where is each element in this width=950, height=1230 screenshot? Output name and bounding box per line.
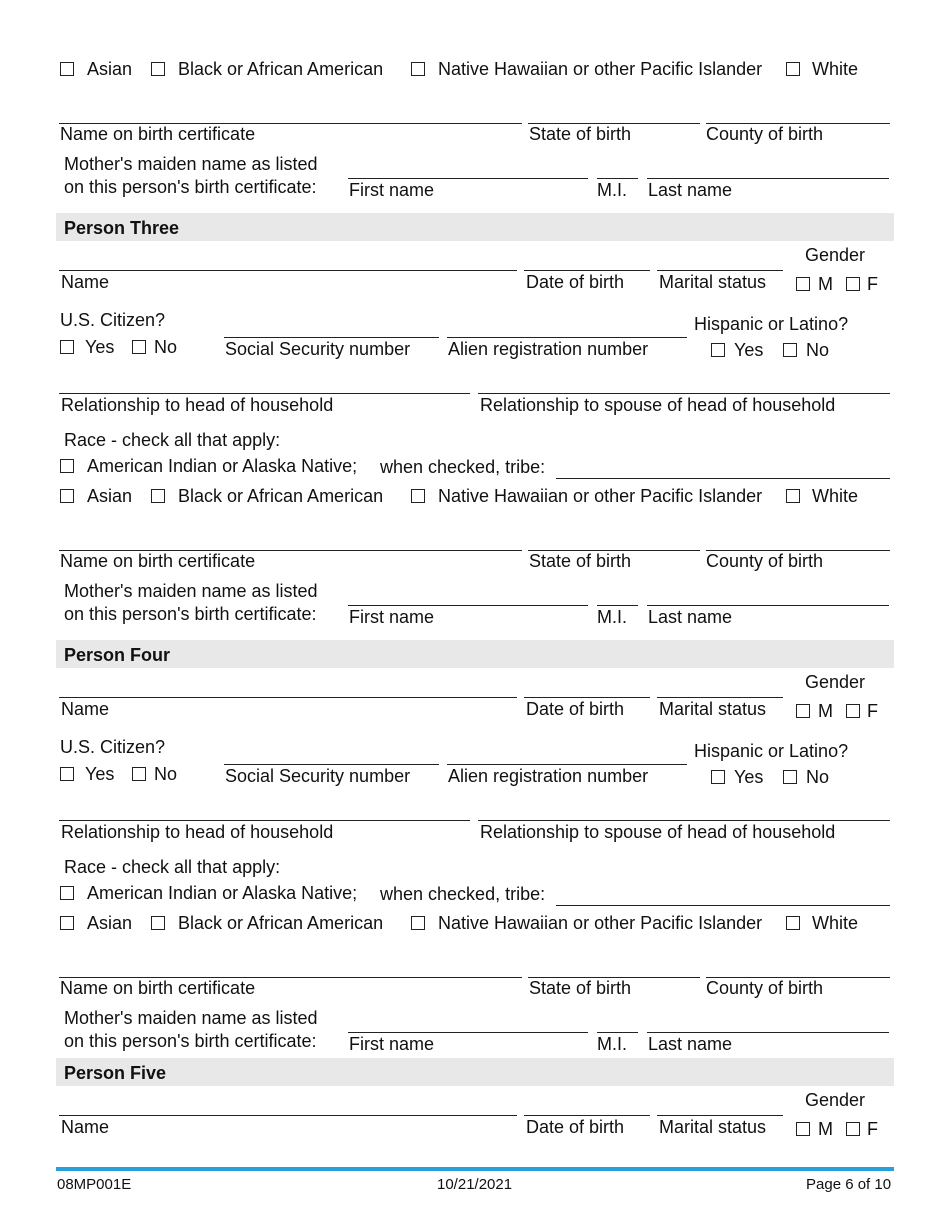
section-title: Person Five [64,1063,167,1083]
section-title: Person Four [64,645,171,665]
label-last-name: Last name [648,607,733,627]
label-mother-line1: Mother's maiden name as listed [64,581,318,601]
rel-spouse-field[interactable] [478,820,890,821]
label-name: Name [61,699,110,719]
rel-spouse-field[interactable] [478,393,890,394]
label-yes: Yes [734,340,764,360]
checkbox-hispanic-yes[interactable] [711,770,725,784]
label-rel-spouse: Relationship to spouse of head of household [480,395,836,415]
section-header-person-three [56,213,894,241]
label-ssn: Social Security number [225,339,411,359]
label-rel-head: Relationship to head of household [61,395,334,415]
label-mother-line2: on this person's birth certificate: [64,177,317,197]
label-mi: M.I. [597,607,627,627]
checkbox-hawaiian[interactable] [411,62,425,76]
label-citizen: U.S. Citizen? [60,310,166,330]
checkbox-gender-f[interactable] [846,1122,860,1136]
checkbox-asian[interactable] [60,62,74,76]
dob-field[interactable] [524,270,650,271]
label-last-name: Last name [648,180,733,200]
label-mi: M.I. [597,180,627,200]
label-state-birth: State of birth [529,124,632,144]
label-name-birth-cert: Name on birth certificate [60,978,256,998]
label-hispanic: Hispanic or Latino? [694,741,849,761]
footer-divider [56,1167,894,1171]
label-race: Race - check all that apply: [64,857,281,877]
mother-last-name-field[interactable] [647,178,889,179]
label-dob: Date of birth [526,699,625,719]
marital-status-field[interactable] [657,697,783,698]
label-county-birth: County of birth [706,551,824,571]
checkbox-gender-m[interactable] [796,704,810,718]
rel-head-field[interactable] [59,393,470,394]
checkbox-citizen-no[interactable] [132,340,146,354]
label-asian: Asian [87,486,133,506]
checkbox-black[interactable] [151,489,165,503]
checkbox-hispanic-no[interactable] [783,343,797,357]
mother-mi-field[interactable] [597,178,638,179]
label-asian: Asian [87,59,133,79]
label-f: F [867,1119,878,1139]
label-gender: Gender [805,245,866,265]
ssn-field[interactable] [224,337,439,338]
label-m: M [818,1119,833,1139]
label-state-birth: State of birth [529,551,632,571]
mother-last-name-field[interactable] [647,1032,889,1033]
label-no: No [806,340,830,360]
label-last-name: Last name [648,1034,733,1054]
label-no: No [806,767,830,787]
checkbox-hawaiian[interactable] [411,916,425,930]
mother-first-name-field[interactable] [348,605,588,606]
label-f: F [867,274,878,294]
label-f: F [867,701,878,721]
alien-reg-field[interactable] [447,337,687,338]
label-black: Black or African American [178,59,384,79]
label-asian: Asian [87,913,133,933]
mother-mi-field[interactable] [597,605,638,606]
checkbox-citizen-yes[interactable] [60,340,74,354]
label-black: Black or African American [178,486,384,506]
label-mother-line1: Mother's maiden name as listed [64,154,318,174]
label-ssn: Social Security number [225,766,411,786]
checkbox-gender-f[interactable] [846,704,860,718]
label-county-birth: County of birth [706,978,824,998]
label-county-birth: County of birth [706,124,824,144]
label-mother-line2: on this person's birth certificate: [64,1031,317,1051]
label-dob: Date of birth [526,1117,625,1137]
label-first-name: First name [349,1034,435,1054]
label-dob: Date of birth [526,272,625,292]
label-name-birth-cert: Name on birth certificate [60,551,256,571]
checkbox-hispanic-yes[interactable] [711,343,725,357]
label-rel-spouse: Relationship to spouse of head of household [480,822,836,842]
mother-last-name-field[interactable] [647,605,889,606]
checkbox-ai-an[interactable] [60,886,74,900]
footer-page-number: Page 6 of 10 [806,1176,892,1193]
label-name-birth-cert: Name on birth certificate [60,124,256,144]
checkbox-citizen-yes[interactable] [60,767,74,781]
checkbox-hispanic-no[interactable] [783,770,797,784]
dob-field[interactable] [524,697,650,698]
label-name: Name [61,1117,110,1137]
checkbox-white[interactable] [786,489,800,503]
marital-status-field[interactable] [657,1115,783,1116]
label-mi: M.I. [597,1034,627,1054]
checkbox-ai-an[interactable] [60,459,74,473]
alien-reg-field[interactable] [447,764,687,765]
section-header-person-four [56,640,894,668]
name-field[interactable] [59,1115,517,1116]
section-title: Person Three [64,218,180,238]
checkbox-citizen-no[interactable] [132,767,146,781]
label-white: White [812,486,859,506]
footer-date: 10/21/2021 [437,1176,513,1193]
footer-form-id: 08MP001E [57,1176,132,1193]
label-black: Black or African American [178,913,384,933]
label-name: Name [61,272,110,292]
label-state-birth: State of birth [529,978,632,998]
label-mother-line2: on this person's birth certificate: [64,604,317,624]
label-white: White [812,59,859,79]
label-tribe: when checked, tribe: [380,457,546,477]
checkbox-gender-f[interactable] [846,277,860,291]
label-first-name: First name [349,180,435,200]
label-yes: Yes [85,337,115,357]
section-header-person-five [56,1058,894,1086]
name-field[interactable] [59,697,517,698]
label-hispanic: Hispanic or Latino? [694,314,849,334]
label-ai-an: American Indian or Alaska Native; [87,456,358,476]
checkbox-hawaiian[interactable] [411,489,425,503]
label-alien: Alien registration number [448,766,649,786]
label-marital: Marital status [659,1117,767,1137]
checkbox-gender-m[interactable] [796,1122,810,1136]
label-hawaiian: Native Hawaiian or other Pacific Islander [438,486,763,506]
marital-status-field[interactable] [657,270,783,271]
label-race: Race - check all that apply: [64,430,281,450]
rel-head-field[interactable] [59,820,470,821]
label-marital: Marital status [659,699,767,719]
checkbox-black[interactable] [151,916,165,930]
checkbox-gender-m[interactable] [796,277,810,291]
label-no: No [154,337,178,357]
label-yes: Yes [85,764,115,784]
name-field[interactable] [59,270,517,271]
mother-first-name-field[interactable] [348,178,588,179]
label-rel-head: Relationship to head of household [61,822,334,842]
mother-first-name-field[interactable] [348,1032,588,1033]
label-first-name: First name [349,607,435,627]
label-m: M [818,274,833,294]
label-ai-an: American Indian or Alaska Native; [87,883,358,903]
label-yes: Yes [734,767,764,787]
checkbox-black[interactable] [151,62,165,76]
label-hawaiian: Native Hawaiian or other Pacific Islander [438,913,763,933]
tribe-field[interactable] [556,478,890,479]
label-tribe: when checked, tribe: [380,884,546,904]
label-alien: Alien registration number [448,339,649,359]
ssn-field[interactable] [224,764,439,765]
checkbox-white[interactable] [786,916,800,930]
label-white: White [812,913,859,933]
label-citizen: U.S. Citizen? [60,737,166,757]
dob-field[interactable] [524,1115,650,1116]
label-m: M [818,701,833,721]
label-marital: Marital status [659,272,767,292]
label-gender: Gender [805,1090,866,1110]
checkbox-asian[interactable] [60,489,74,503]
label-no: No [154,764,178,784]
checkbox-white[interactable] [786,62,800,76]
tribe-field[interactable] [556,905,890,906]
label-hawaiian: Native Hawaiian or other Pacific Islander [438,59,763,79]
mother-mi-field[interactable] [597,1032,638,1033]
label-gender: Gender [805,672,866,692]
checkbox-asian[interactable] [60,916,74,930]
label-mother-line1: Mother's maiden name as listed [64,1008,318,1028]
